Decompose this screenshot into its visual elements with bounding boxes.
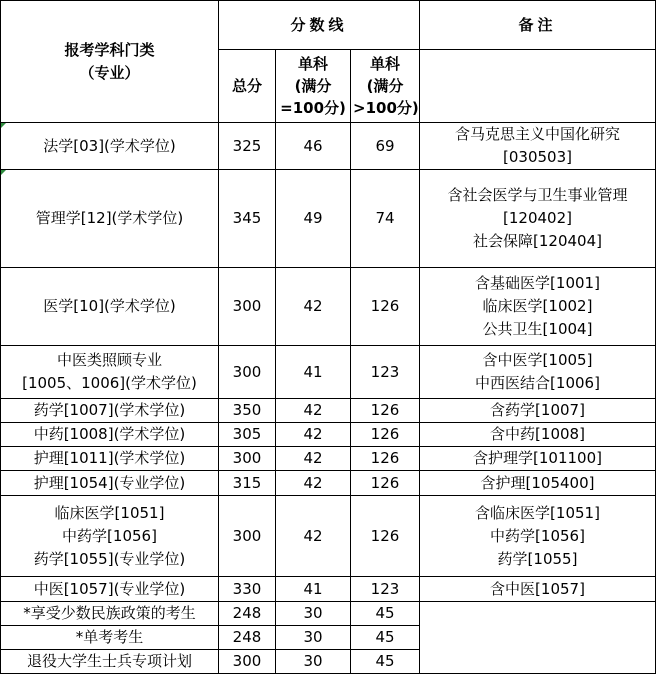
remark-cell: 含中医学[1005] 中西医结合[1006] xyxy=(420,346,656,399)
table-row xyxy=(1,471,656,496)
remark-cell: 含护理[105400] xyxy=(420,471,656,496)
single-over-100-cell: 45 xyxy=(351,626,420,650)
category-cell: 护理[1011](学术学位) xyxy=(1,447,219,471)
total-cell: 300 xyxy=(219,447,276,471)
total-cell: 305 xyxy=(219,423,276,447)
single-100-cell: 46 xyxy=(276,123,351,170)
total-cell: 248 xyxy=(219,626,276,650)
category-cell: 药学[1007](学术学位) xyxy=(1,399,219,423)
total-cell: 315 xyxy=(219,471,276,496)
single-100-cell: 49 xyxy=(276,170,351,268)
single-100-cell: 30 xyxy=(276,602,351,626)
table-row xyxy=(1,423,656,447)
single-100-cell: 30 xyxy=(276,650,351,674)
table-row xyxy=(1,346,656,399)
score-line-header: 分数线 xyxy=(219,1,420,50)
single-over-100-cell: 74 xyxy=(351,170,420,268)
table-row xyxy=(1,496,656,577)
single-over-100-cell: 126 xyxy=(351,268,420,346)
single-over-100-cell: 123 xyxy=(351,346,420,399)
category-cell: 临床医学[1051] 中药学[1056] 药学[1055](专业学位) xyxy=(1,496,219,577)
remark-cell: 含中医[1057] xyxy=(420,577,656,602)
category-cell: 中药[1008](学术学位) xyxy=(1,423,219,447)
single-over-100-cell: 126 xyxy=(351,496,420,577)
single-100-cell: 42 xyxy=(276,268,351,346)
category-header xyxy=(1,1,219,123)
category-cell: 中医[1057](专业学位) xyxy=(1,577,219,602)
single-100-cell: 41 xyxy=(276,346,351,399)
single-over-100-cell: 126 xyxy=(351,399,420,423)
total-cell: 300 xyxy=(219,650,276,674)
table-row xyxy=(1,268,656,346)
category-cell: *单考考生 xyxy=(1,626,219,650)
single-over-100-cell: 123 xyxy=(351,577,420,602)
category-cell: 医学[10](学术学位) xyxy=(1,268,219,346)
total-cell: 300 xyxy=(219,496,276,577)
category-cell: 法学[03](学术学位) xyxy=(1,123,219,170)
total-cell: 300 xyxy=(219,346,276,399)
single-over-100-cell: 126 xyxy=(351,423,420,447)
table-row xyxy=(1,170,656,268)
category-cell: *享受少数民族政策的考生 xyxy=(1,602,219,626)
total-cell: 345 xyxy=(219,170,276,268)
category-cell: 退役大学生士兵专项计划 xyxy=(1,650,219,674)
single-over-100-cell: 126 xyxy=(351,471,420,496)
remarks-header-empty xyxy=(420,50,656,123)
table-row xyxy=(1,602,656,626)
single-100-cell: 42 xyxy=(276,447,351,471)
single-100-cell: 42 xyxy=(276,399,351,423)
remark-cell: 含马克思主义中国化研究 [030503] xyxy=(420,123,656,170)
total-cell: 330 xyxy=(219,577,276,602)
total-cell: 248 xyxy=(219,602,276,626)
remark-cell: 含中药[1008] xyxy=(420,423,656,447)
total-cell: 350 xyxy=(219,399,276,423)
remark-cell: 含临床医学[1051] 中药学[1056] 药学[1055] xyxy=(420,496,656,577)
remark-cell: 含基础医学[1001] 临床医学[1002] 公共卫生[1004] xyxy=(420,268,656,346)
table-row xyxy=(1,123,656,170)
total-cell: 325 xyxy=(219,123,276,170)
category-cell: 护理[1054](专业学位) xyxy=(1,471,219,496)
category-header-line1: 报考学科门类 xyxy=(64,40,155,59)
remark-cell: 含药学[1007] xyxy=(420,399,656,423)
category-cell: 管理学[12](学术学位) xyxy=(1,170,219,268)
total-cell: 300 xyxy=(219,268,276,346)
total-score-header: 总分 xyxy=(219,50,276,123)
remarks-header: 备注 xyxy=(420,1,656,50)
single-100-cell: 42 xyxy=(276,496,351,577)
category-header-line2: （专业） xyxy=(79,63,140,82)
category-cell: 中医类照顾专业 [1005、1006](学术学位) xyxy=(1,346,219,399)
single-over-100-header: 单科 (满分 >100分) xyxy=(351,50,420,123)
table-row xyxy=(1,447,656,471)
remark-cell: 含社会医学与卫生事业管理 [120402] 社会保障[120404] xyxy=(420,170,656,268)
single-100-cell: 30 xyxy=(276,626,351,650)
single-over-100-cell: 45 xyxy=(351,650,420,674)
single-100-header: 单科 (满分 =100分) xyxy=(276,50,351,123)
remark-cell: 含护理学[101100] xyxy=(420,447,656,471)
table-row xyxy=(1,577,656,602)
single-100-cell: 41 xyxy=(276,577,351,602)
single-over-100-cell: 126 xyxy=(351,447,420,471)
single-over-100-cell: 45 xyxy=(351,602,420,626)
single-100-cell: 42 xyxy=(276,471,351,496)
single-100-cell: 42 xyxy=(276,423,351,447)
single-over-100-cell: 69 xyxy=(351,123,420,170)
table-row xyxy=(1,399,656,423)
remark-cell-empty xyxy=(420,602,656,674)
